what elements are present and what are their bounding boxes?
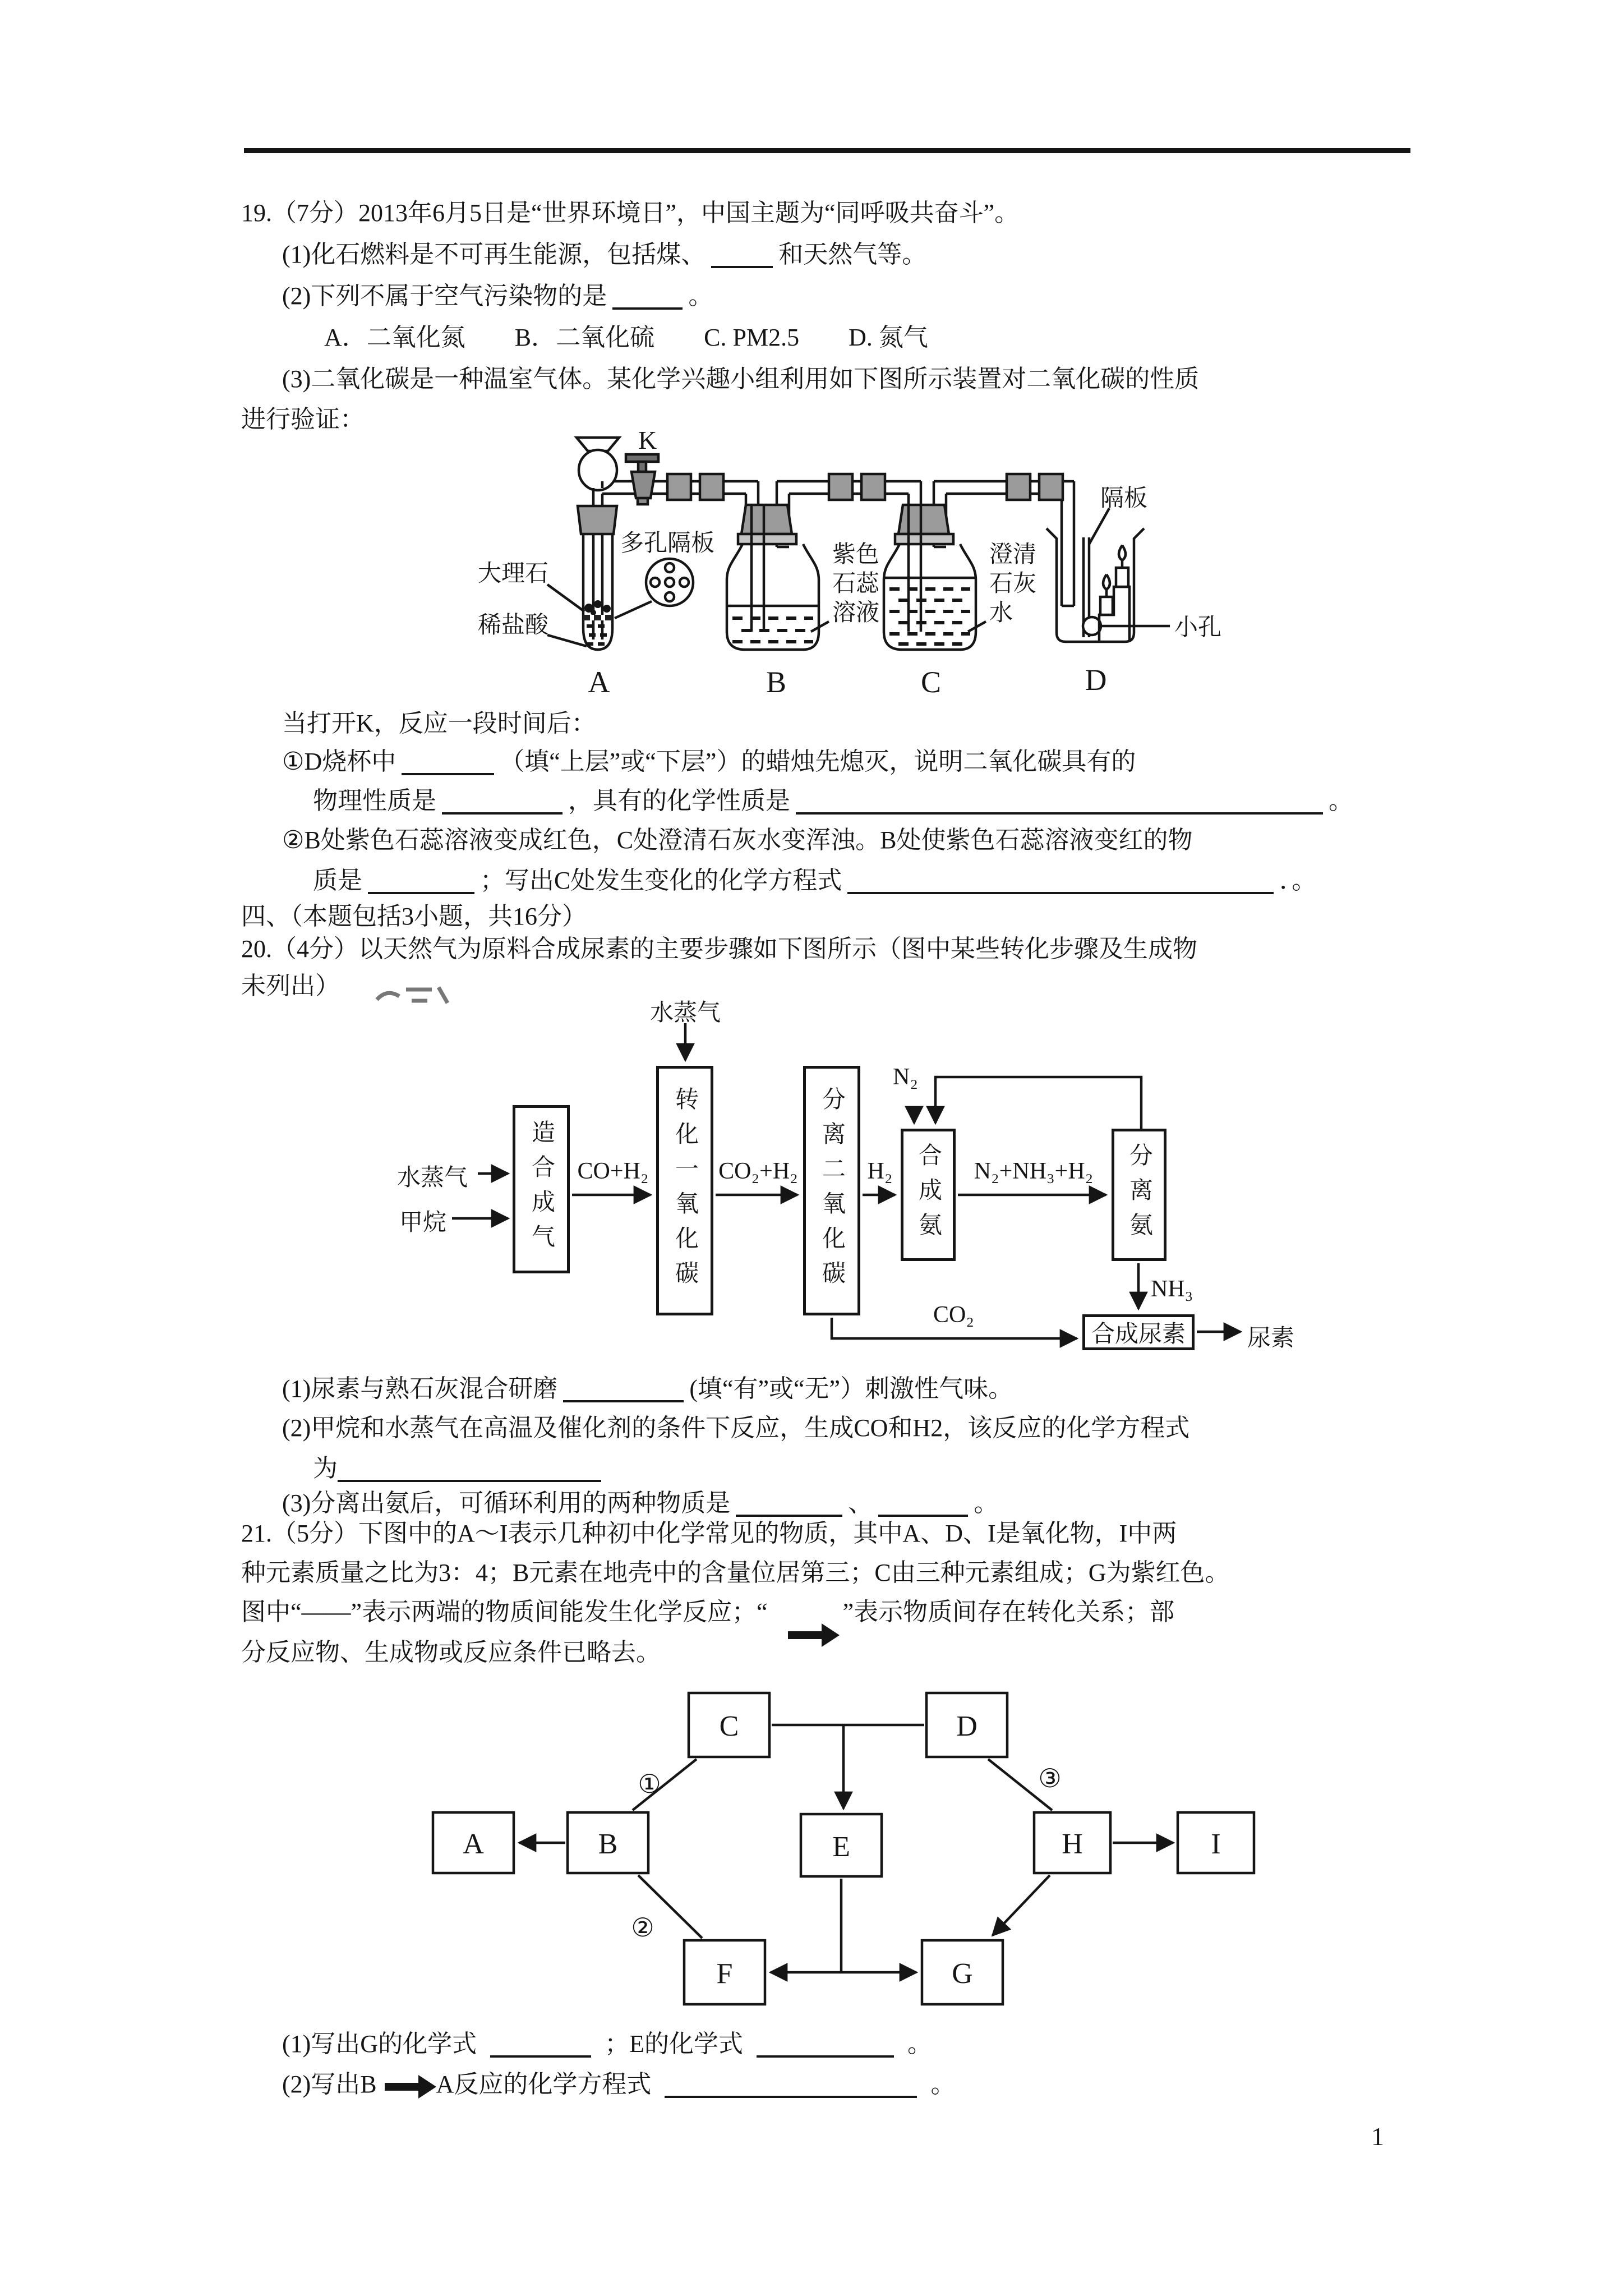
text-segment: 。 [688,282,713,310]
candle-tall-flame [1119,545,1126,560]
text-segment: N₂+NH₃+H₂ [974,1158,1094,1184]
candle-tall [1116,568,1128,587]
arrow-h-g [993,1875,1050,1935]
stopcock-stub [638,498,648,504]
q19-c2b [313,865,1316,896]
lime-label: 澄清 [989,542,1037,568]
fill-blank [757,2043,894,2058]
text-segment: 水蒸气 [397,1165,468,1191]
flow-box-shift-co [656,1066,713,1315]
label-nh3 [1151,1276,1193,1303]
marble-lumps [584,600,611,615]
bottle-b [727,544,819,650]
header-rule [244,148,1410,153]
q20-sub1 [282,1373,1013,1404]
text-segment: CO₂+H₂ [718,1158,798,1184]
device-letter-b: B [766,665,787,699]
q19-open-k [282,708,596,739]
candle-short-flame [1103,574,1110,590]
node-f: F [716,1958,733,1990]
q20-sub2-line2 [313,1453,607,1484]
porous-plate [583,615,612,620]
acid-liquid [587,626,607,644]
mark-3: ③ [1038,1764,1062,1793]
litmus-label: 紫色 [832,542,880,568]
flow-box-synthesize-urea [1082,1314,1195,1350]
fill-blank [796,800,1323,815]
node-a: A [463,1828,484,1860]
text-segment: 20.（4分）以天然气为原料合成尿素的主要步骤如下图所示（图中某些转化步骤及生成物 [241,935,1197,963]
flow-box-separate-co2 [803,1066,860,1315]
text-segment: A反应的化学方程式 [436,2070,652,2098]
label-methane [399,1204,446,1237]
q19-heading [241,197,1019,228]
fill-blank [847,880,1274,894]
text-segment: 物理性质是 [313,787,436,815]
porous-label: 多孔隔板 [620,531,715,556]
text-segment: (2)下列不属于空气污染物的是 [282,282,607,310]
text-segment: 。 [907,2030,932,2058]
text-segment: 进行验证： [241,406,365,433]
recycle-line [935,1077,1141,1129]
porous-plate-detail [646,559,693,606]
text-segment: 当打开K，反应一段时间后： [282,710,596,737]
lime-label: 石灰 [989,571,1037,597]
fill-blank [368,880,474,894]
label-n2 [893,1064,918,1091]
q20-sub2-line1 [282,1412,1189,1443]
text-segment: 。 [1329,787,1353,815]
leader-baffle [1089,508,1109,544]
text-segment: 种元素质量之比为3：4；B元素在地壳中的含量位居第三；C由三种元素组成；G为紫红色。 [241,1559,1230,1586]
liquid-b-dashes [732,618,813,642]
section-4-heading [241,901,587,932]
text-segment: 甲烷 [399,1210,447,1236]
text-segment: (1)化石燃料是不可再生能源，包括煤、 [282,241,706,268]
text-segment: H₂ [867,1158,893,1184]
text-segment: ，具有的化学性质是 [568,787,790,815]
text-segment: (1)尿素与熟石灰混合研磨 [282,1375,558,1402]
q20-sub3 [282,1488,998,1519]
mark-2: ② [631,1913,654,1942]
box-label: 分离氨 [1126,1143,1152,1247]
text-segment: 尿素 [1247,1326,1295,1351]
liquid-c-dashes [889,589,970,644]
hole-label: 小孔 [1174,615,1222,641]
text-segment: 21.（5分）下图中的A～I表示几种初中化学常见的物质，其中A、D、I是氧化物，I中两 [241,1520,1177,1547]
text-segment: 未列出） [241,972,340,1000]
text-segment: 19.（7分）2013年6月5日是“世界环境日”，中国主题为“同呼吸共奋斗”。 [241,199,1020,227]
q19-sub3-line2 [241,404,365,435]
fill-blank [878,1502,968,1517]
node-b: B [598,1828,618,1860]
flow-box-synthesize-ammonia [901,1129,956,1261]
leader-porous [615,601,652,618]
text-segment: (3)二氧化碳是一种温室气体。某化学兴趣小组利用如下图所示装置对二氧化碳的性质 [282,365,1200,393]
thistle-funnel-bulb [579,450,617,490]
flow-box-separate-ammonia [1112,1129,1166,1261]
text-segment: (1)写出G的化学式 [282,2030,477,2058]
label-steam [397,1159,468,1193]
node-c: C [719,1710,739,1742]
leader-marble [547,585,584,611]
right-arrow-icon [385,2083,419,2091]
text-segment: 。 [930,2070,956,2098]
label-steam-top [633,994,738,1028]
text-segment: 四、（本题包括3小题，共16分） [241,903,587,930]
porous-plate-slit [590,615,594,620]
stopper-b [741,505,792,534]
tube-a [583,534,612,650]
box-label: 转化一氧化碳 [672,1086,698,1295]
fill-blank [736,1502,842,1517]
text-segment: (3)分离出氨后，可循环利用的两种物质是 [282,1489,731,1517]
q21-heading-line2 [241,1557,1229,1588]
fill-blank [563,1388,684,1402]
text-segment: 水蒸气 [649,1000,721,1026]
text-segment: ①D烧杯中 [282,748,396,775]
gas-apparatus-diagram [432,429,1273,710]
q21-heading-line4 [241,1637,661,1668]
box-label: 造合成气 [528,1120,554,1259]
stopcock-stem [638,462,646,472]
fill-blank [338,1467,601,1482]
text-segment: NH₃ [1151,1276,1193,1302]
text-segment: 和天然气等。 [778,241,927,268]
collar-c [895,534,953,544]
label-co-h2 [571,1158,655,1185]
substance-relation-diagram [421,1680,1295,2028]
label-h2 [860,1158,900,1185]
fill-blank [711,254,773,268]
q21-heading-line3 [241,1596,1174,1639]
q19-c1b [313,785,1353,816]
text-segment: ”表示物质间存在转化关系；部 [842,1598,1175,1626]
fill-blank [490,2043,591,2058]
fill-blank [665,2083,917,2098]
flow-box-syngas [513,1105,570,1273]
litmus-label: 溶液 [832,600,880,626]
device-letter-d: D [1085,663,1107,697]
text-segment: CO+H₂ [577,1158,649,1184]
right-arrow-icon [788,1631,823,1639]
lime-label: 水 [989,600,1013,626]
node-g: G [952,1958,973,1990]
mark-1: ① [638,1770,661,1798]
fill-blank [442,800,562,815]
node-h: H [1062,1828,1083,1860]
q21-heading-line1 [241,1518,1177,1549]
node-i: I [1211,1828,1221,1860]
text-segment: (填“有”或“无”）刺激性气味。 [689,1375,1013,1402]
fill-blank [402,761,494,775]
text-segment: ②B处紫色石蕊溶液变成红色，C处澄清石灰水变浑浊。B处使紫色石蕊溶液变红的物 [282,826,1193,854]
acid-label: 稀盐酸 [478,613,549,638]
box-label: 合成氨 [915,1143,941,1247]
litmus-label: 石蕊 [832,571,880,597]
node-e: E [832,1831,850,1863]
text-segment: 1 [1371,2122,1384,2151]
stopper-a [578,506,617,534]
device-letter-a: A [588,665,610,699]
q19-options [324,322,928,353]
q19-c1 [282,746,1136,777]
text-segment: ．。 [1279,867,1317,894]
text-segment: ；写出C处发生变化的化学方程式 [480,867,842,894]
valve-label: K [638,429,657,454]
q19-sub1 [282,239,926,270]
q19-sub2 [282,280,713,311]
text-segment: CO₂ [933,1302,974,1328]
text-segment: 、 [848,1489,873,1517]
text-segment: A．二氧化氮 B．二氧化硫 C. PM2.5 D. 氮气 [324,324,928,351]
label-co2-h2 [712,1158,804,1185]
device-letter-c: C [920,665,942,699]
leader-acid [547,635,587,646]
q21-sub1 [282,2028,932,2059]
stopper-c [898,505,949,534]
baffle-label: 隔板 [1100,486,1148,512]
q20-heading-line1 [241,933,1197,964]
q21-sub2 [282,2069,955,2100]
page-number [1371,2122,1384,2151]
box-label: 合成尿素 [1091,1322,1186,1347]
label-urea [1247,1319,1294,1353]
text-segment: (2)写出B [282,2070,377,2098]
stopcock-body [631,472,655,498]
text-segment: 。 [974,1489,999,1517]
text-segment: 为 [313,1455,338,1482]
collar-b [738,534,796,544]
node-d: D [956,1710,978,1742]
text-segment: (2)甲烷和水蒸气在高温及催化剂的条件下反应，生成CO和H2，该反应的化学方程式 [282,1414,1190,1442]
q19-c2-line1 [282,825,1193,855]
text-segment: ；E的化学式 [605,2030,743,2058]
tube-connectors [667,474,1063,500]
fill-blank [612,295,683,310]
q19-sub3-line1 [282,364,1199,394]
box-label: 分离二氧化碳 [819,1086,845,1295]
label-co2 [933,1301,974,1328]
text-segment: 图中“——”表示两端的物质间能发生化学反应；“ [241,1598,768,1626]
porous-plate-slit [601,615,605,620]
marble-label: 大理石 [478,561,549,587]
q20-heading-line2 [241,970,340,1001]
candle-short [1100,597,1113,615]
text-segment: 分反应物、生成物或反应条件已略去。 [241,1639,661,1666]
label-n2-nh3-h2 [957,1158,1110,1185]
text-segment: （填“上层”或“下层”）的蜡烛先熄灭，说明二氧化碳具有的 [500,748,1136,775]
text-segment: 质是 [313,867,362,894]
text-segment: N₂ [893,1064,918,1090]
